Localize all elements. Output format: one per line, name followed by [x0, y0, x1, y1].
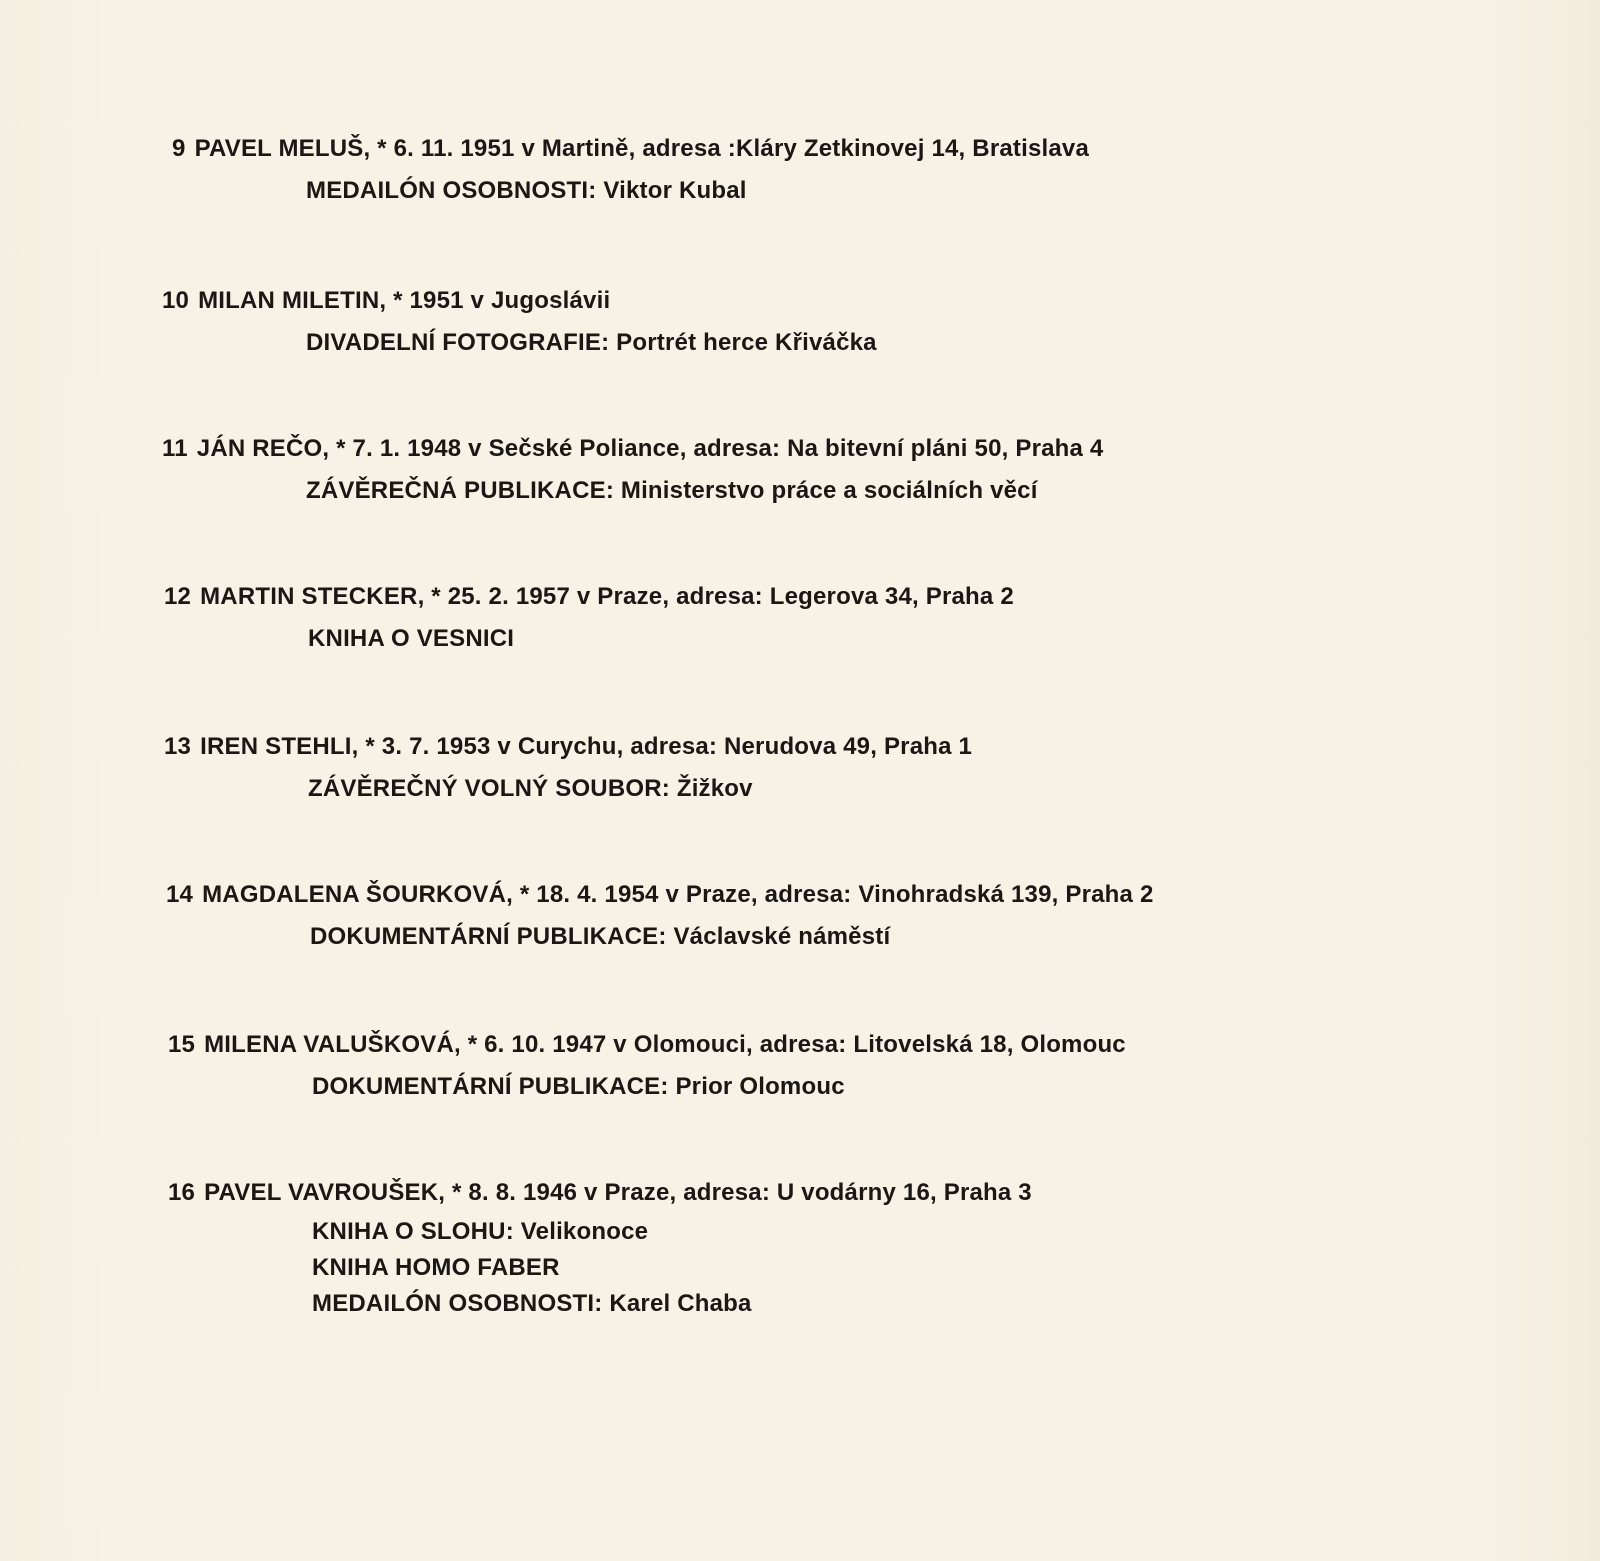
entry-header — [168, 1024, 1126, 1066]
entry-number: 9 — [172, 135, 186, 162]
entry-12 — [164, 576, 1014, 660]
entry-number: 10 — [162, 287, 190, 314]
entry-11 — [162, 428, 1103, 512]
entry-header — [162, 428, 1103, 470]
entry-header — [164, 726, 972, 768]
entry-header — [168, 1172, 1032, 1214]
work-title: MEDAILÓN OSOBNOSTI: Karel Chaba — [312, 1290, 752, 1317]
work-title: ZÁVĚREČNÝ VOLNÝ SOUBOR: Žižkov — [308, 775, 753, 802]
entry-number: 11 — [162, 435, 188, 462]
work-title: ZÁVĚREČNÁ PUBLIKACE: Ministerstvo práce a sociálních věcí — [306, 477, 1038, 504]
entry-14 — [166, 874, 1154, 958]
entry-number: 15 — [168, 1031, 196, 1058]
work-title: MEDAILÓN OSOBNOSTI: Viktor Kubal — [306, 177, 747, 204]
entry-header — [166, 874, 1154, 916]
work-title: DIVADELNÍ FOTOGRAFIE: Portrét herce Křiváčka — [306, 329, 877, 356]
entry-15 — [168, 1024, 1126, 1108]
entry-header — [172, 128, 1089, 170]
entry-header — [162, 280, 877, 322]
entry-details: MAGDALENA ŠOURKOVÁ, * 18. 4. 1954 v Praze, adresa: Vinohradská 139, Praha 2 — [202, 881, 1154, 908]
entry-details: MARTIN STECKER, * 25. 2. 1957 v Praze, adresa: Legerova 34, Praha 2 — [200, 583, 1014, 610]
entry-13 — [164, 726, 972, 810]
work-title: KNIHA O SLOHU: Velikonoce — [312, 1218, 649, 1245]
entry-header — [164, 576, 1014, 618]
entry-details: MILAN MILETIN, * 1951 v Jugoslávii — [198, 287, 611, 314]
work-title: DOKUMENTÁRNÍ PUBLIKACE: Prior Olomouc — [312, 1073, 845, 1100]
entry-details: IREN STEHLI, * 3. 7. 1953 v Curychu, adresa: Nerudova 49, Praha 1 — [200, 733, 973, 760]
entry-number: 14 — [166, 881, 194, 908]
entry-number: 12 — [164, 583, 192, 610]
entry-details: JÁN REČO, * 7. 1. 1948 v Sečské Poliance, adresa: Na bitevní pláni 50, Praha 4 — [196, 435, 1104, 462]
work-title: KNIHA HOMO FABER — [312, 1254, 560, 1281]
entry-16 — [168, 1172, 1032, 1322]
entry-details: MILENA VALUŠKOVÁ, * 6. 10. 1947 v Olomouci, adresa: Litovelská 18, Olomouc — [204, 1031, 1126, 1058]
entry-details: PAVEL VAVROUŠEK, * 8. 8. 1946 v Praze, adresa: U vodárny 16, Praha 3 — [204, 1179, 1032, 1206]
entry-details: PAVEL MELUŠ, * 6. 11. 1951 v Martině, adresa :Kláry Zetkinovej 14, Bratislava — [194, 135, 1090, 162]
entry-number: 16 — [168, 1179, 196, 1206]
work-title: DOKUMENTÁRNÍ PUBLIKACE: Václavské náměstí — [310, 923, 891, 950]
entry-9 — [172, 128, 1089, 212]
entry-number: 13 — [164, 733, 192, 760]
entry-10 — [162, 280, 877, 364]
work-title: KNIHA O VESNICI — [308, 625, 515, 652]
